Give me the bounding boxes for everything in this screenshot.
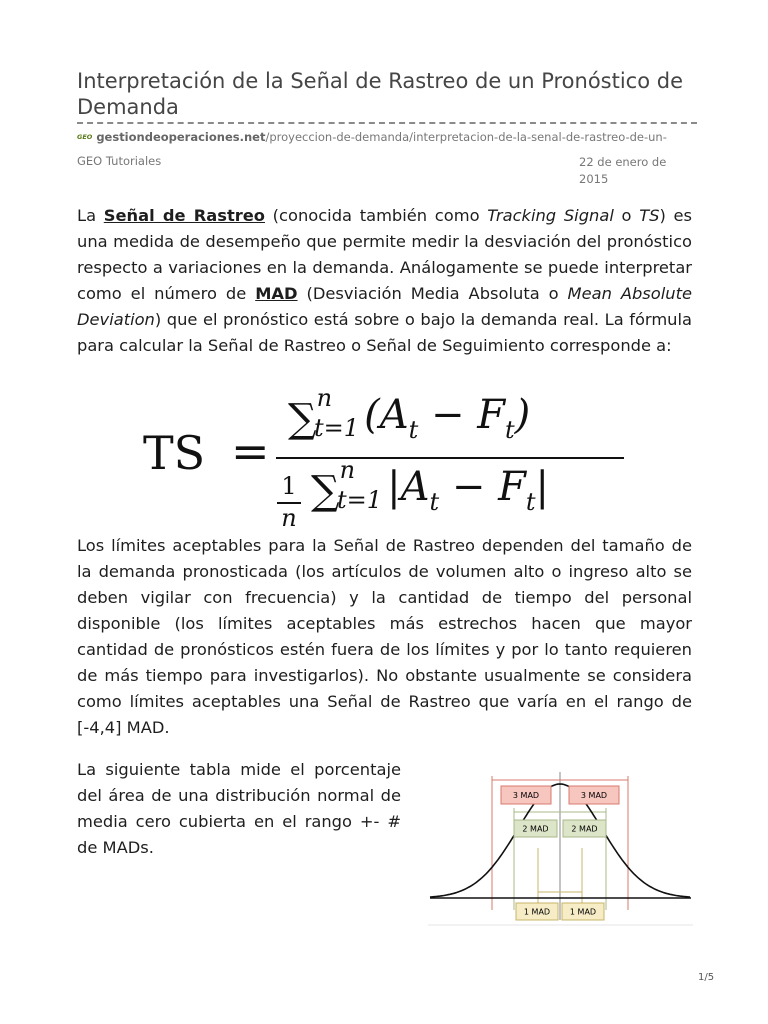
page-number: 1/5 bbox=[698, 972, 715, 983]
source-path[interactable]: /proyeccion-de-demanda/interpretacion-de-la-senal-de-rastreo-de-un- bbox=[265, 130, 667, 144]
formula-equals: = bbox=[231, 424, 270, 478]
mad-link[interactable]: MAD bbox=[255, 284, 298, 303]
title-divider bbox=[77, 122, 697, 124]
author: GEO Tutoriales bbox=[77, 154, 162, 168]
formula-lhs: TS bbox=[143, 426, 206, 480]
geo-logo-icon: GEO bbox=[77, 133, 93, 141]
formula-numerator: ∑nt=1 (At − Ft) bbox=[288, 384, 531, 444]
page-title: Interpretación de la Señal de Rastreo de un Pronóstico de Demanda bbox=[77, 69, 684, 119]
formula-denominator: $\frac{1}{n} \sum nt=1$ |At − Ft| bbox=[277, 464, 549, 526]
normal-distribution-figure bbox=[428, 770, 693, 930]
label-3-mad-left: 3 MAD bbox=[512, 791, 540, 800]
senal-de-rastreo-link[interactable]: Señal de Rastreo bbox=[103, 206, 265, 225]
table-intro-paragraph: La siguiente tabla mide el porcentaje del área de una distribución normal de media cero cubierta en el rango +- # de MADs. bbox=[77, 760, 401, 857]
label-1-mad-left: 1 MAD bbox=[523, 907, 551, 917]
fraction-bar bbox=[276, 457, 624, 459]
tracking-signal-formula bbox=[143, 384, 643, 532]
source-domain[interactable]: gestiondeoperaciones.net bbox=[96, 130, 266, 144]
limits-paragraph: Los límites aceptables para la Señal de Rastreo dependen del tamaño de la demanda pronosticada (los artículos de volumen alto o ingreso alto se deben vigilar con frecuencia) y la cantidad de tiempo del personal disponible (los límites aceptables más estrechos hacen que mayor cantidad de pronósticos estén fuera de los límites y por lo tanto requieren de más tiempo para investigarlos). No obstante usualmente se considera como límites aceptables una Señal de Rastreo que varía en el rango de [-4,4] MAD. bbox=[77, 536, 692, 737]
label-1-mad-right: 1 MAD bbox=[569, 907, 597, 917]
label-3-mad-right: 3 MAD bbox=[580, 791, 608, 800]
publish-date: 22 de enero de 2015 bbox=[579, 155, 667, 186]
source-line[interactable] bbox=[77, 130, 667, 144]
label-2-mad-left: 2 MAD bbox=[522, 824, 549, 834]
label-2-mad-right: 2 MAD bbox=[571, 824, 598, 834]
intro-paragraph: La Señal de Rastreo (conocida también como Tracking Signal o TS) es una medida de desempeño que permite medir la desviación del pronóstico respecto a variaciones en la demanda. Análogamente se puede interpretar como el número de MAD (Desviación Media Absoluta o Mean Absolute Deviation) que el pronóstico está sobre o bajo la demanda real. La fórmula para calcular la Señal de Rastreo o Señal de Seguimiento corresponde a: bbox=[77, 206, 693, 355]
